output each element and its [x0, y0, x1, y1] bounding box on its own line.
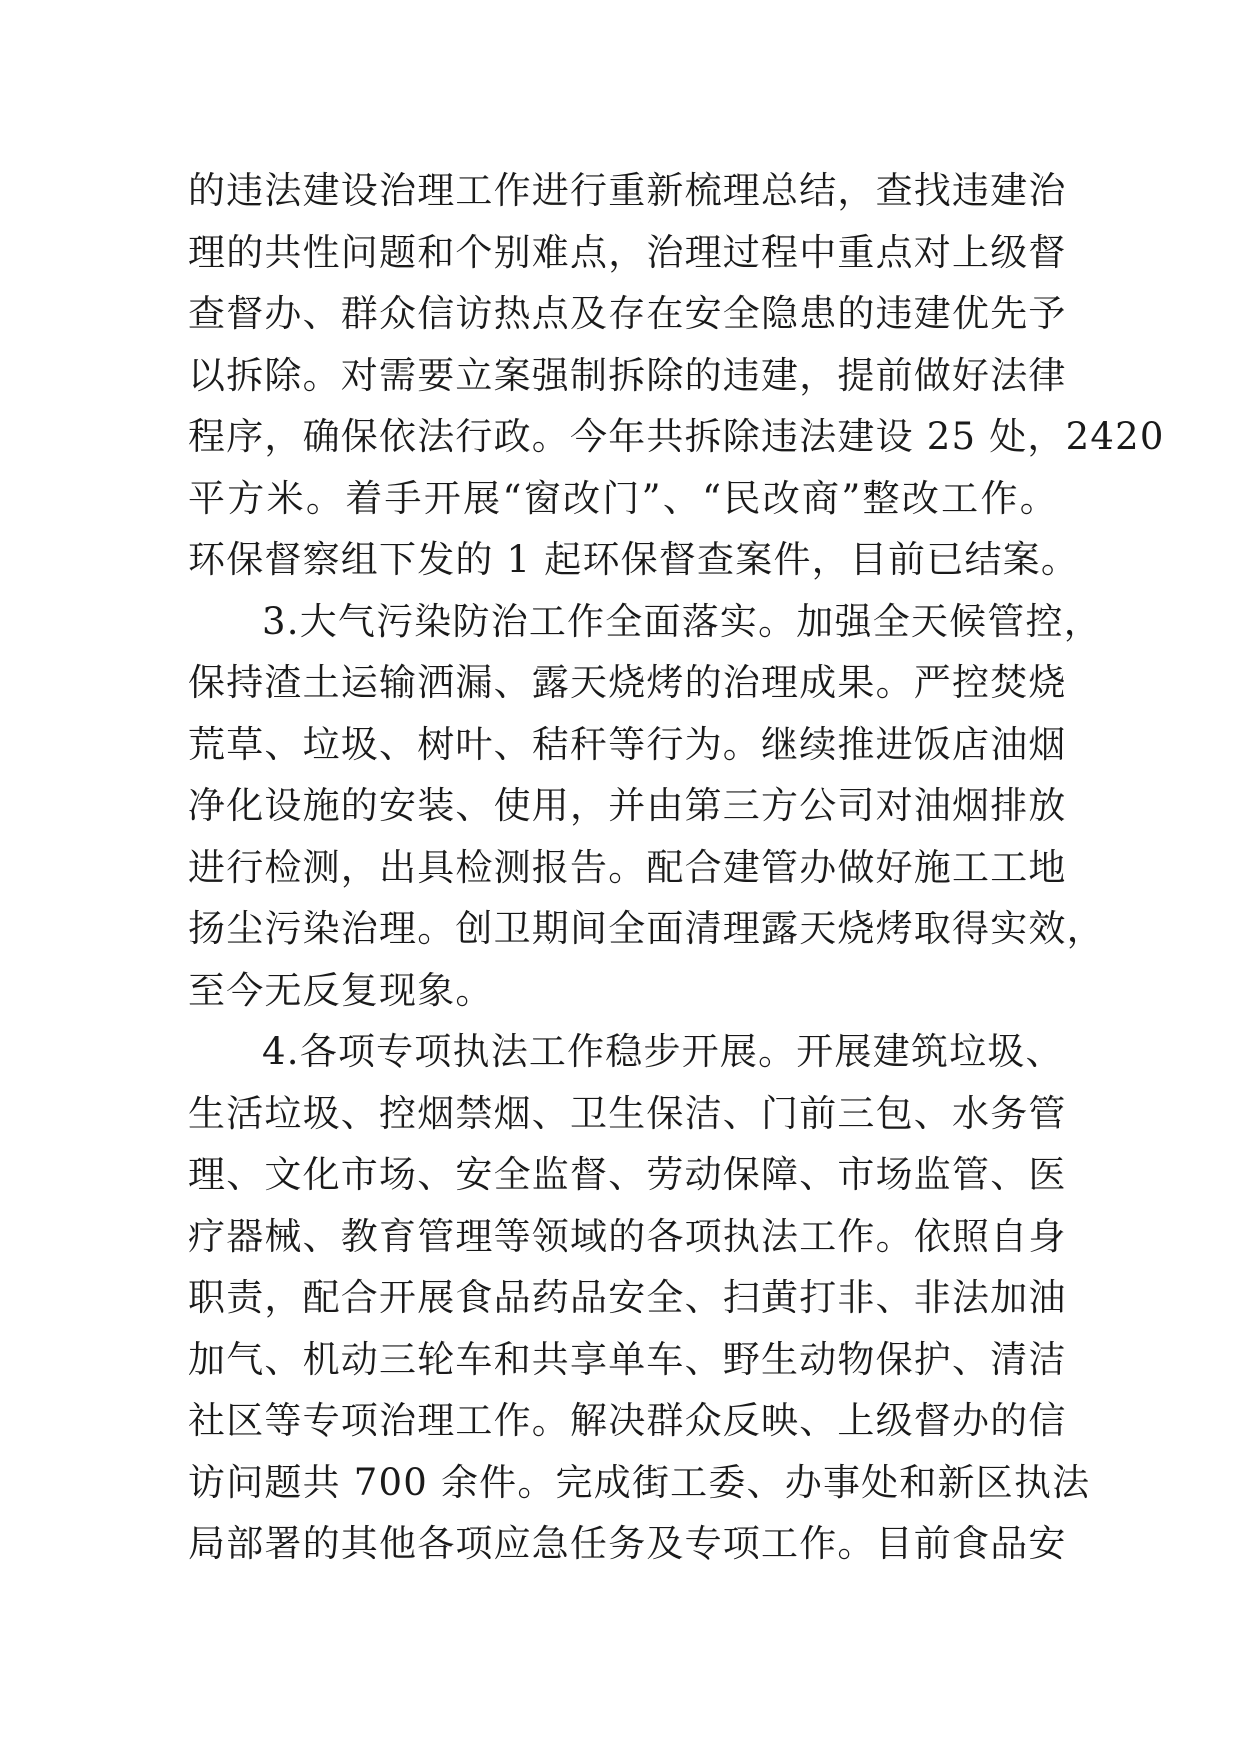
section-heading-line: 3.大气污染防治工作全面落实。加强全天候管控， [262, 599, 1102, 643]
text-line: 进行检测，出具检测报告。配合建管办做好施工工地 [188, 845, 1067, 889]
text-line: 查督办、群众信访热点及存在安全隐患的违建优先予 [188, 292, 1067, 335]
text-line: 访问题共 700 余件。完成街工委、办事处和新区执法 [188, 1460, 1091, 1504]
text-line: 疗器械、教育管理等领域的各项执法工作。依照自身 [188, 1214, 1067, 1258]
text-line: 局部署的其他各项应急任务及专项工作。目前食品安 [188, 1522, 1067, 1565]
text-line: 净化设施的安装、使用，并由第三方公司对油烟排放 [188, 784, 1067, 827]
text-line: 社区等专项治理工作。解决群众反映、上级督办的信 [188, 1399, 1067, 1442]
text-line: 程序，确保依法行政。今年共拆除违法建设 25 处，2420 [188, 415, 1165, 458]
text-line: 生活垃圾、控烟禁烟、卫生保洁、门前三包、水务管 [188, 1091, 1067, 1135]
text-line: 职责，配合开展食品药品安全、扫黄打非、非法加油 [188, 1276, 1067, 1319]
text-line: 荒草、垃圾、树叶、秸秆等行为。继续推进饭店油烟 [188, 722, 1067, 766]
text-line: 的违法建设治理工作进行重新梳理总结，查找违建治 [188, 169, 1067, 212]
section-heading-line: 4.各项专项执法工作稳步开展。开展建筑垃圾、 [262, 1030, 1064, 1073]
text-line: 加气、机动三轮车和共享单车、野生动物保护、清洁 [188, 1337, 1067, 1381]
text-line: 扬尘污染治理。创卫期间全面清理露天烧烤取得实效， [188, 907, 1105, 950]
document-body [188, 160, 1165, 1575]
text-line: 保持渣土运输洒漏、露天烧烤的治理成果。严控焚烧 [188, 661, 1067, 704]
text-line: 理的共性问题和个别难点，治理过程中重点对上级督 [188, 230, 1067, 274]
text-line: 至今无反复现象。 [188, 968, 494, 1012]
text-line: 以拆除。对需要立案强制拆除的违建，提前做好法律 [188, 353, 1067, 397]
text-line: 理、文化市场、安全监督、劳动保障、市场监管、医 [188, 1153, 1067, 1196]
text-line: 环保督察组下发的 1 起环保督查案件，目前已结案。 [188, 538, 1080, 581]
text-line: 平方米。着手开展“窗改门”、“民改商”整改工作。 [188, 476, 1058, 520]
